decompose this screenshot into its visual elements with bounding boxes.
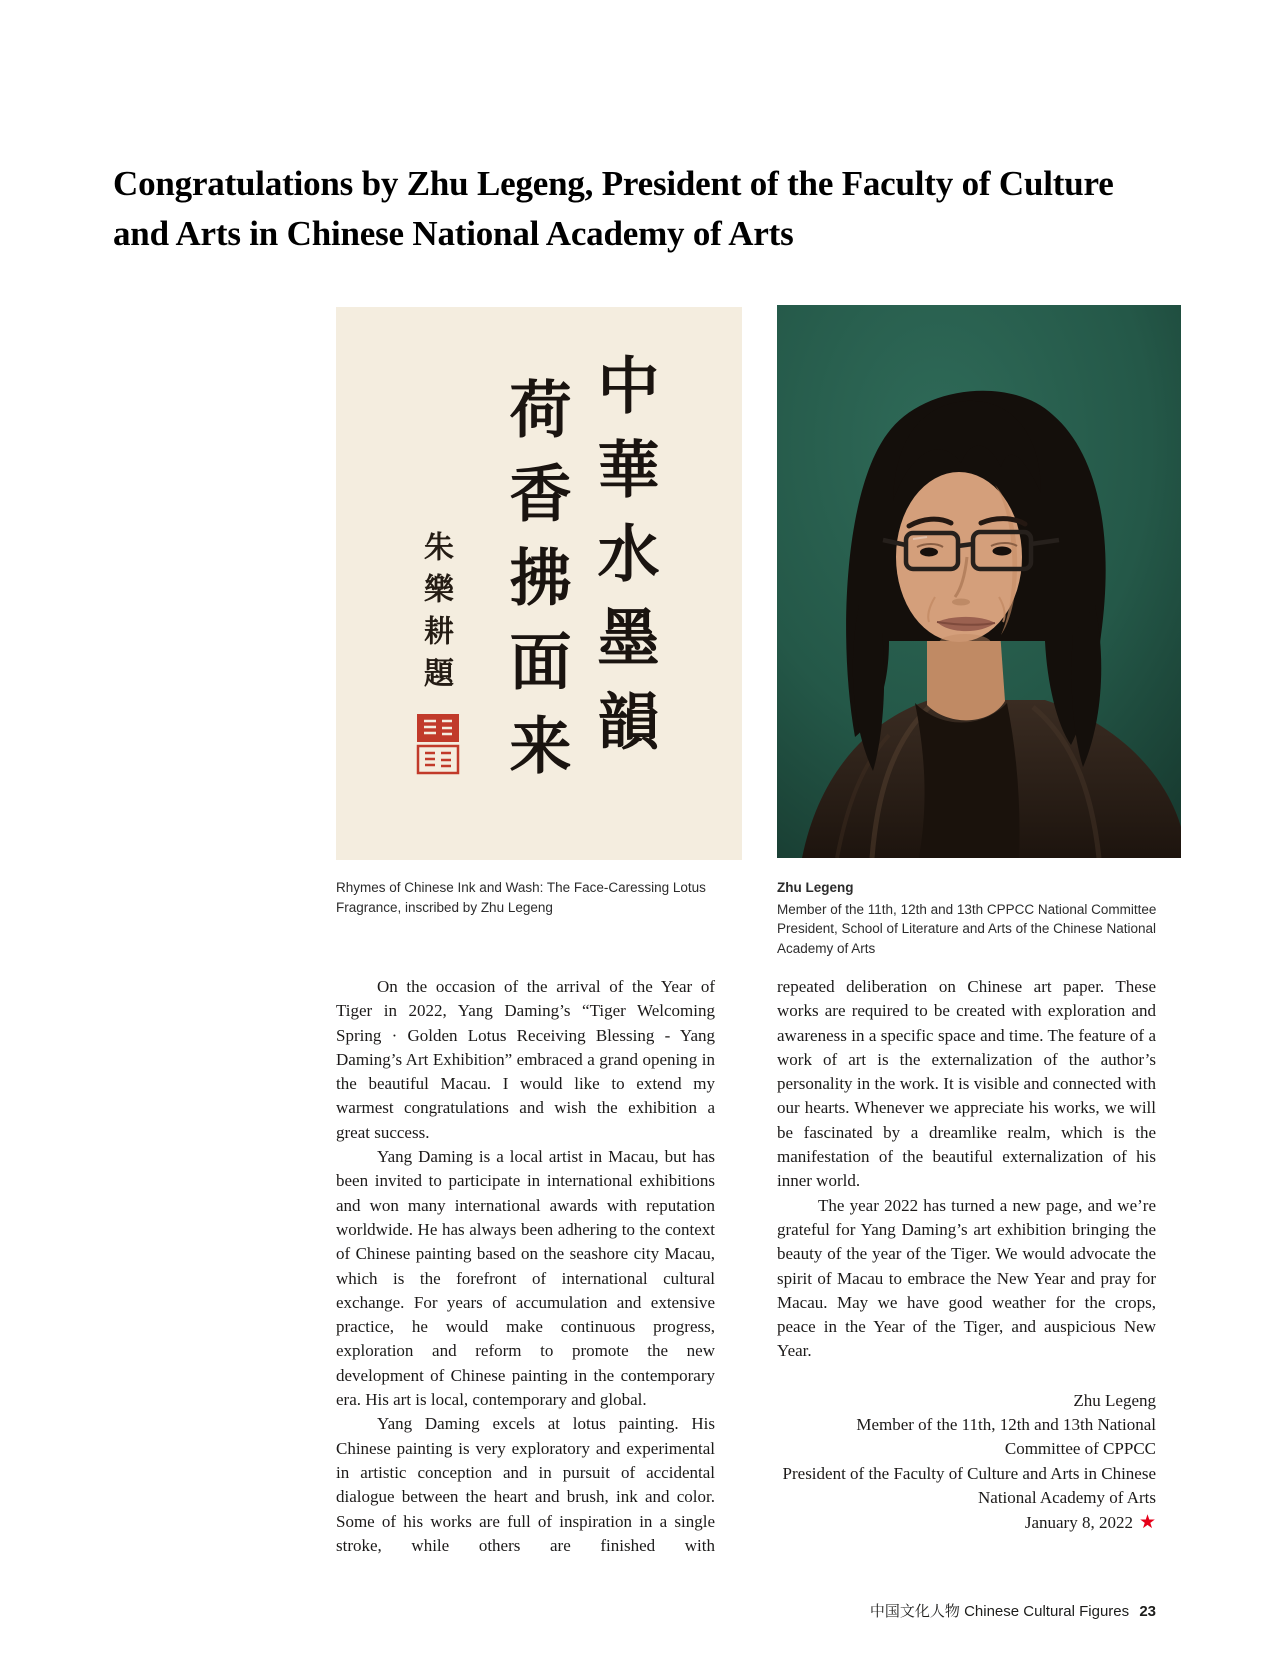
article-paragraph: On the occasion of the arrival of the Year of Tiger in 2022, Yang Daming’s “Tiger Welcoming Spring · Golden Lotus Receiving Blessing - Yang Daming’s Art Exhibition” embraced a grand opening in the beautiful Macau. I would like to extend my warmest congratulations and wish the exhibition a great success. — [336, 977, 715, 1142]
calligraphy-text-right-column: 中華水墨韻 — [587, 353, 660, 773]
red-star-icon: ★ — [1138, 1511, 1156, 1534]
article-paragraph: repeated deliberation on Chinese art paper. These works are required to be created with exploration and awareness in a specific space and time. The feature of a work of art is the externalization of the author’s personality in the work. It is visible and connected with our hearts. Whenever we appreciate his works, we will be fascinated by a dreamlike realm, which is the manifestation of the beautiful externalization of his inner world. — [777, 977, 1156, 1191]
article-paragraph: Yang Daming excels at lotus painting. His Chinese painting is very exploratory and experimental in artistic conception and in pursuit of accidental dialogue between the heart and brush, ink and color. Some of his works are full of inspiration in a single stroke, while others are finished with — [336, 1414, 715, 1555]
page-title: Congratulations by Zhu Legeng, President of the Faculty of Culture and Arts in Chinese National Academy of Arts — [113, 164, 1114, 254]
seal-stamp-icon — [416, 713, 460, 780]
signoff-date: January 8, 2022 — [1024, 1513, 1133, 1533]
calligraphy-caption: Rhymes of Chinese Ink and Wash: The Face-Caressing Lotus Fragrance, inscribed by Zhu Legeng — [336, 880, 706, 915]
calligraphy-artwork — [336, 307, 742, 860]
signoff-line: Committee of CPPCC — [1004, 1439, 1156, 1459]
portrait-caption — [777, 878, 1181, 958]
signoff-line: National Academy of Arts — [978, 1487, 1156, 1507]
article-paragraph: The year 2022 has turned a new page, and we’re grateful for Yang Daming’s art exhibition bringing the beauty of the year of the Tiger. We would advocate the spirit of Macau to embrace the New Year and pray for Macau. May we have good weather for the crops, peace in the Year of the Tiger, and auspicious New Year. — [777, 1195, 1156, 1361]
portrait-caption-line2: President, School of Literature and Arts of the Chinese National Academy of Arts — [777, 921, 1156, 956]
signoff-line: Member of the 11th, 12th and 13th National — [856, 1415, 1156, 1435]
signoff-line: President of the Faculty of Culture and Arts in Chinese — [782, 1463, 1156, 1483]
article-column-right — [777, 975, 1156, 1536]
calligraphy-signature: 朱樂耕題 — [418, 531, 453, 699]
footer-english: Chinese Cultural Figures — [964, 1603, 1130, 1620]
calligraphy-text-left-column: 荷香拂面来 — [499, 377, 572, 797]
portrait-photo — [777, 305, 1181, 858]
page-number: 23 — [1139, 1603, 1156, 1620]
portrait-caption-line1: Member of the 11th, 12th and 13th CPPCC National Committee — [777, 901, 1157, 917]
footer-chinese: 中国文化人物 — [869, 1603, 960, 1620]
article-paragraph: Yang Daming is a local artist in Macau, but has been invited to participate in international exhibitions and won many international awards with reputation worldwide. He has always been adhering to the context of Chinese painting based on the seashore city Macau, which is the forefront of international cultural exchange. For years of accumulation and extensive practice, he would make continuous progress, exploration and reform to promote the new development of Chinese painting in the contemporary era. His art is local, contemporary and global. — [336, 1147, 715, 1410]
signoff-date-line — [777, 1510, 1156, 1535]
portrait-caption-name: Zhu Legeng — [777, 880, 854, 895]
page-footer — [336, 1600, 1156, 1621]
signoff-name: Zhu Legeng — [1073, 1390, 1156, 1410]
article-column-left — [336, 975, 715, 1558]
signature-block — [777, 1389, 1156, 1536]
